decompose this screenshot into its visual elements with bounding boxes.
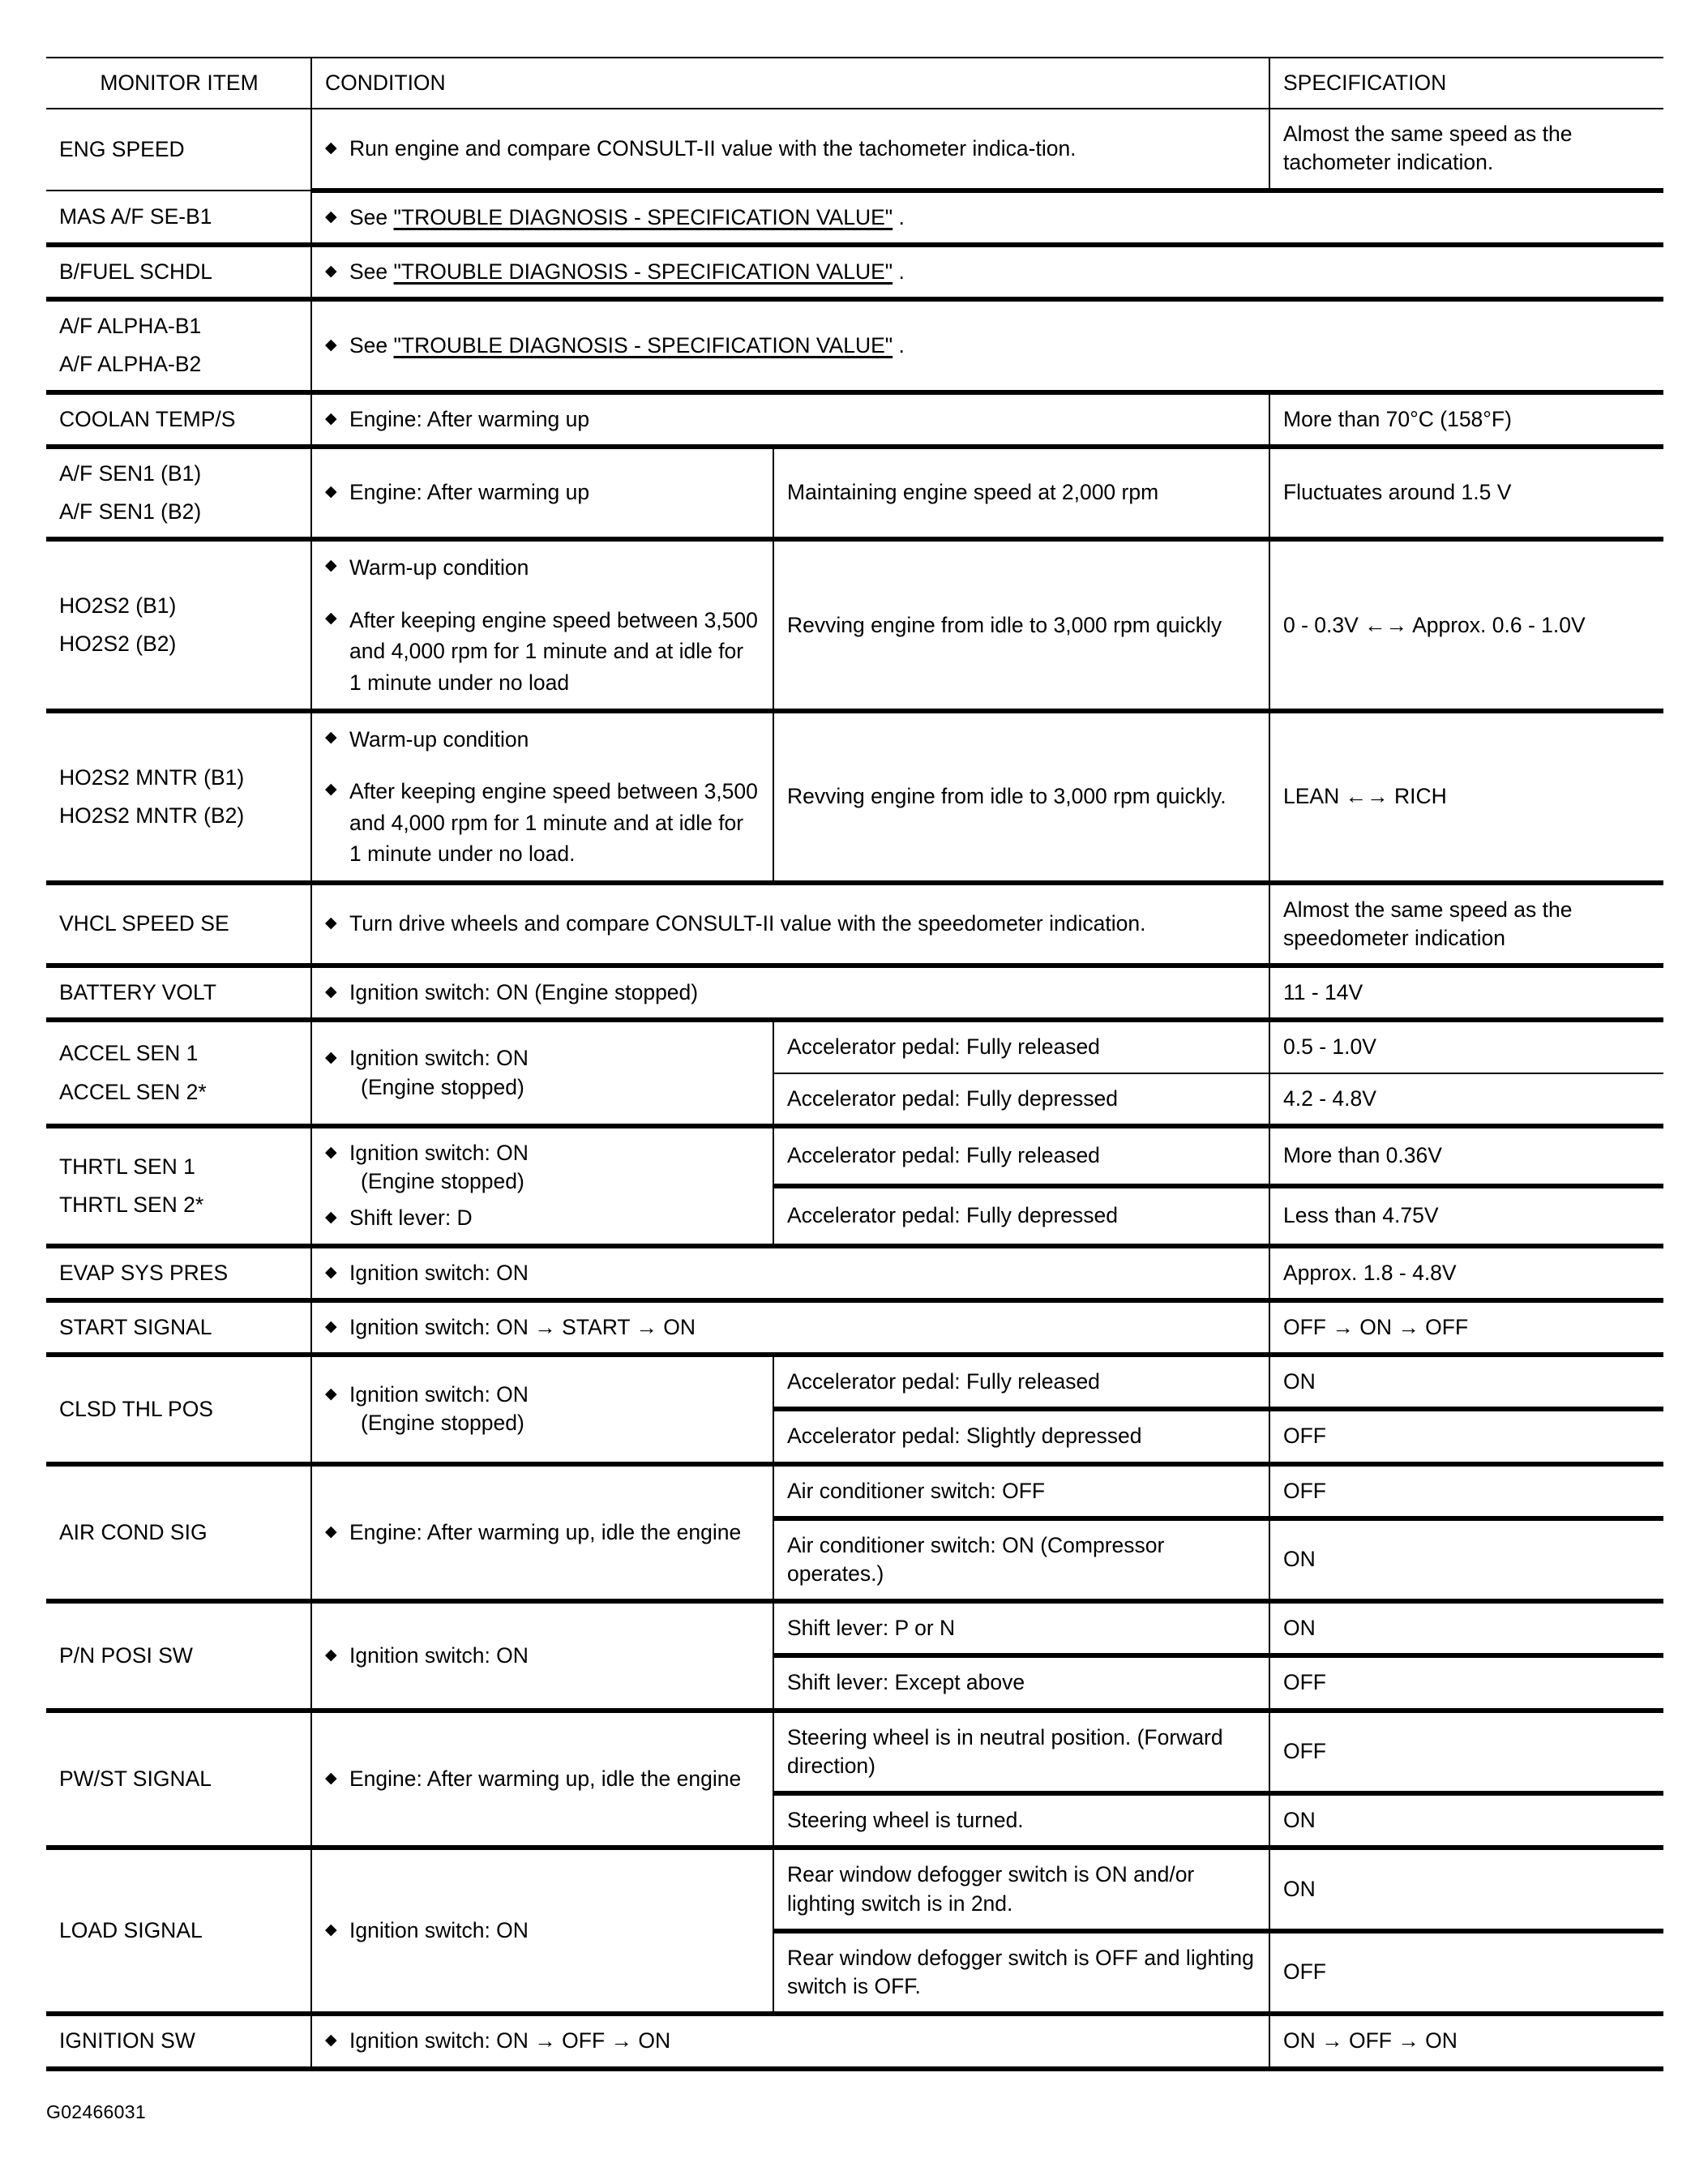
condition-subtext: (Engine stopped) [361,1411,524,1436]
condition-detail-cell: Shift lever: Except above [773,1655,1269,1710]
monitor-item-label: HO2S2 MNTR (B2) [59,803,245,828]
condition-text: Ignition switch: ON [349,1140,529,1165]
condition-list [325,135,1257,163]
condition-detail-cell: Rear window defogger switch is ON and/or lighting switch is in 2nd. [773,1848,1269,1930]
condition-detail-cell: Revving engine from idle to 3,000 rpm quickly. [773,711,1269,883]
see-label: See [349,332,394,358]
table-row [46,447,1663,539]
condition-item: ◆ Ignition switch: ON [325,1642,761,1670]
monitor-item-label: START SIGNAL [59,1314,212,1339]
condition-cell [311,711,773,883]
table-row [46,711,1663,883]
table-row [46,1601,1663,1655]
monitor-item-label: EVAP SYS PRES [59,1260,229,1285]
condition-list [325,1044,761,1101]
table-row [46,1355,1663,1409]
condition-cell [311,299,1663,392]
monitor-item-cell [46,1300,311,1355]
condition-detail-cell: Accelerator pedal: Fully released [773,1126,1269,1186]
condition-list [325,203,1652,232]
condition-list [325,552,761,698]
condition-list [325,724,761,870]
monitor-item-cell [46,539,311,711]
column-header-condition: CONDITION [311,58,1269,109]
condition-item: ◆ Shift lever: D [325,1204,761,1232]
monitor-item-label: BATTERY VOLT [59,980,216,1005]
monitor-item-cell [46,711,311,883]
condition-text: Ignition switch: ON [349,1382,529,1407]
monitor-item-label: COOLAN TEMP/S [59,406,236,431]
condition-cell [311,1126,773,1246]
condition-item: ◆ Warm-up condition [325,724,761,755]
condition-item: ◆ Ignition switch: ON [325,1259,1257,1287]
monitor-item-label: PW/ST SIGNAL [59,1766,212,1791]
monitor-item-label: AIR COND SIG [59,1519,208,1544]
trouble-diagnosis-link[interactable]: "TROUBLE DIAGNOSIS - SPECIFICATION VALUE" [393,204,893,229]
specification-cell: OFF [1269,1409,1663,1463]
condition-item: ◆ Run engine and compare CONSULT-II value with the tachometer indica-tion. [325,135,1257,163]
condition-list [325,405,1257,434]
specification-cell: ON [1269,1793,1663,1848]
monitor-item-cell [46,1355,311,1463]
condition-item [325,1381,761,1437]
specification-cell: Almost the same speed as the speedometer indication [1269,883,1663,966]
specification-cell: Less than 4.75V [1269,1186,1663,1246]
condition-detail-cell: Steering wheel is turned. [773,1793,1269,1848]
condition-subtext: (Engine stopped) [361,1169,524,1194]
condition-cell [311,883,1269,966]
figure-code: G02466031 [46,2101,146,2122]
condition-list [325,478,761,507]
condition-list [325,1381,761,1437]
specification-cell: More than 0.36V [1269,1126,1663,1186]
monitor-item-label: VHCL SPEED SE [59,911,229,936]
condition-item: ◆ Ignition switch: ON (Engine stopped) [325,979,1257,1007]
table-row [46,1464,1663,1518]
specification-cell: Fluctuates around 1.5 V [1269,447,1663,539]
specification-cell: ON [1269,1518,1663,1601]
condition-list [325,910,1257,938]
specification-cell: 4.2 - 4.8V [1269,1073,1663,1126]
monitor-item-cell [46,1711,311,1848]
monitor-item-label: ENG SPEED [59,136,185,161]
specification-cell: 0 - 0.3V ←→ Approx. 0.6 - 1.0V [1269,539,1663,711]
period-label: . [893,259,905,284]
table-row [46,109,1663,190]
condition-cell [311,191,1663,245]
condition-detail-cell: Shift lever: P or N [773,1601,1269,1655]
see-label: See [349,259,394,284]
condition-item: ◆ Ignition switch: ON → START → ON [325,1313,1257,1342]
monitor-item-cell [46,1126,311,1246]
condition-cell [311,1300,1269,1355]
column-header-monitor-item: MONITOR ITEM [46,58,311,109]
condition-cell [311,447,773,539]
condition-list [325,332,1652,360]
condition-item: ◆ Engine: After warming up [325,478,761,507]
specification-cell: OFF [1269,1655,1663,1710]
period-label: . [893,204,905,229]
specification-cell: 11 - 14V [1269,966,1663,1020]
table-row [46,539,1663,711]
condition-cell [311,245,1663,299]
condition-list [325,1259,1257,1287]
condition-subtext: (Engine stopped) [361,1074,524,1099]
specification-cell: OFF [1269,1931,1663,2014]
condition-list [325,2027,1257,2055]
condition-text: Ignition switch: ON [349,1046,529,1071]
condition-item: ◆ Ignition switch: ON → OFF → ON [325,2027,1257,2055]
monitor-item-label: ACCEL SEN 2* [59,1079,207,1104]
table-row [46,966,1663,1020]
monitor-item-cell [46,299,311,392]
table-header [46,58,1663,109]
specification-cell: OFF → ON → OFF [1269,1300,1663,1355]
column-header-specification: SPECIFICATION [1269,58,1663,109]
trouble-diagnosis-link[interactable]: "TROUBLE DIAGNOSIS - SPECIFICATION VALUE" [393,259,893,284]
specification-cell: LEAN ←→ RICH [1269,711,1663,883]
condition-cell [311,966,1269,1020]
monitor-item-specification-table [46,57,1663,2071]
monitor-item-cell [46,109,311,190]
monitor-item-cell [46,1464,311,1602]
condition-detail-cell: Steering wheel is in neutral position. (Forward direction) [773,1711,1269,1793]
condition-detail-cell: Revving engine from idle to 3,000 rpm quickly [773,539,1269,711]
condition-item [325,332,1652,360]
monitor-item-label: HO2S2 (B1) [59,593,177,618]
table-row [46,245,1663,299]
monitor-item-cell [46,883,311,966]
specification-cell: 0.5 - 1.0V [1269,1020,1663,1073]
condition-detail-cell: Rear window defogger switch is OFF and lighting switch is OFF. [773,1931,1269,2014]
trouble-diagnosis-link[interactable]: "TROUBLE DIAGNOSIS - SPECIFICATION VALUE" [393,332,893,358]
table-row [46,1300,1663,1355]
condition-cell [311,1020,773,1125]
specification-cell: ON → OFF → ON [1269,2014,1663,2068]
condition-item: ◆ After keeping engine speed between 3,500 and 4,000 rpm for 1 minute and at idle for 1 minute under no load. [325,776,761,869]
monitor-item-cell [46,966,311,1020]
condition-cell [311,1711,773,1848]
table-row [46,1246,1663,1300]
condition-cell [311,1848,773,2014]
condition-cell [311,2014,1269,2068]
monitor-item-label: LOAD SIGNAL [59,1918,203,1943]
condition-item: ◆ Ignition switch: ON [325,1916,761,1945]
condition-detail-cell: Air conditioner switch: OFF [773,1464,1269,1518]
table-row [46,1848,1663,1930]
condition-cell [311,392,1269,447]
monitor-item-label: A/F SEN1 (B1) [59,460,202,486]
monitor-item-label: HO2S2 MNTR (B1) [59,764,245,790]
monitor-item-cell [46,2014,311,2068]
table-row [46,191,1663,245]
table-row [46,299,1663,392]
specification-cell: ON [1269,1848,1663,1930]
monitor-item-cell [46,1020,311,1125]
monitor-item-cell [46,1848,311,2014]
header-row [46,58,1663,109]
condition-item [325,1139,761,1196]
table-row [46,1020,1663,1073]
condition-item: ◆ Engine: After warming up, idle the engine [325,1765,761,1793]
monitor-item-cell [46,1246,311,1300]
see-label: See [349,204,394,229]
monitor-item-label: P/N POSI SW [59,1642,193,1668]
monitor-item-label: IGNITION SW [59,2028,195,2053]
condition-list [325,1916,761,1945]
specification-cell: Approx. 1.8 - 4.8V [1269,1246,1663,1300]
monitor-item-cell [46,447,311,539]
monitor-item-label: ACCEL SEN 1 [59,1041,199,1066]
monitor-item-label: B/FUEL SCHDL [59,259,212,284]
monitor-item-cell [46,191,311,245]
monitor-item-table-wrapper [46,57,1663,2071]
table-row [46,1711,1663,1793]
monitor-item-label: A/F ALPHA-B2 [59,352,202,377]
condition-list [325,1139,761,1233]
table-body [46,109,1663,2068]
condition-item: ◆ Engine: After warming up, idle the engine [325,1518,761,1547]
monitor-item-label: A/F SEN1 (B2) [59,499,202,525]
monitor-item-cell [46,245,311,299]
monitor-item-label: THRTL SEN 2* [59,1192,204,1217]
condition-list [325,1765,761,1793]
monitor-item-cell [46,392,311,447]
condition-detail-cell: Accelerator pedal: Slightly depressed [773,1409,1269,1463]
condition-cell [311,1601,773,1710]
condition-item [325,1044,761,1101]
specification-cell: OFF [1269,1711,1663,1793]
condition-cell [311,109,1269,190]
specification-cell: ON [1269,1601,1663,1655]
specification-cell: More than 70°C (158°F) [1269,392,1663,447]
condition-detail-cell: Accelerator pedal: Fully released [773,1020,1269,1073]
period-label: . [893,332,905,358]
condition-detail-cell: Maintaining engine speed at 2,000 rpm [773,447,1269,539]
condition-item: ◆ After keeping engine speed between 3,500 and 4,000 rpm for 1 minute and at idle for 1 minute under no load [325,605,761,698]
condition-list [325,979,1257,1007]
monitor-item-cell [46,1601,311,1710]
specification-cell: Almost the same speed as the tachometer indication. [1269,109,1663,190]
condition-list [325,1642,761,1670]
condition-item: ◆ Turn drive wheels and compare CONSULT-II value with the speedometer indication. [325,910,1257,938]
table-row [46,1126,1663,1186]
table-row [46,2014,1663,2068]
condition-list [325,1518,761,1547]
condition-item: ◆ Engine: After warming up [325,405,1257,434]
condition-cell [311,539,773,711]
table-row [46,392,1663,447]
specification-cell: ON [1269,1355,1663,1409]
condition-detail-cell: Air conditioner switch: ON (Compressor operates.) [773,1518,1269,1601]
condition-cell [311,1355,773,1463]
condition-cell [311,1464,773,1602]
condition-item [325,203,1652,232]
monitor-item-label: A/F ALPHA-B1 [59,314,202,339]
condition-item: ◆ Warm-up condition [325,552,761,583]
specification-cell: OFF [1269,1464,1663,1518]
condition-list [325,1313,1257,1342]
monitor-item-label: THRTL SEN 1 [59,1154,195,1179]
monitor-item-label: HO2S2 (B2) [59,632,177,657]
condition-detail-cell: Accelerator pedal: Fully depressed [773,1186,1269,1246]
monitor-item-label: CLSD THL POS [59,1396,213,1421]
condition-list [325,258,1652,286]
condition-detail-cell: Accelerator pedal: Fully released [773,1355,1269,1409]
condition-cell [311,1246,1269,1300]
condition-detail-cell: Accelerator pedal: Fully depressed [773,1073,1269,1126]
condition-item [325,258,1652,286]
table-row [46,883,1663,966]
monitor-item-label: MAS A/F SE-B1 [59,203,212,229]
